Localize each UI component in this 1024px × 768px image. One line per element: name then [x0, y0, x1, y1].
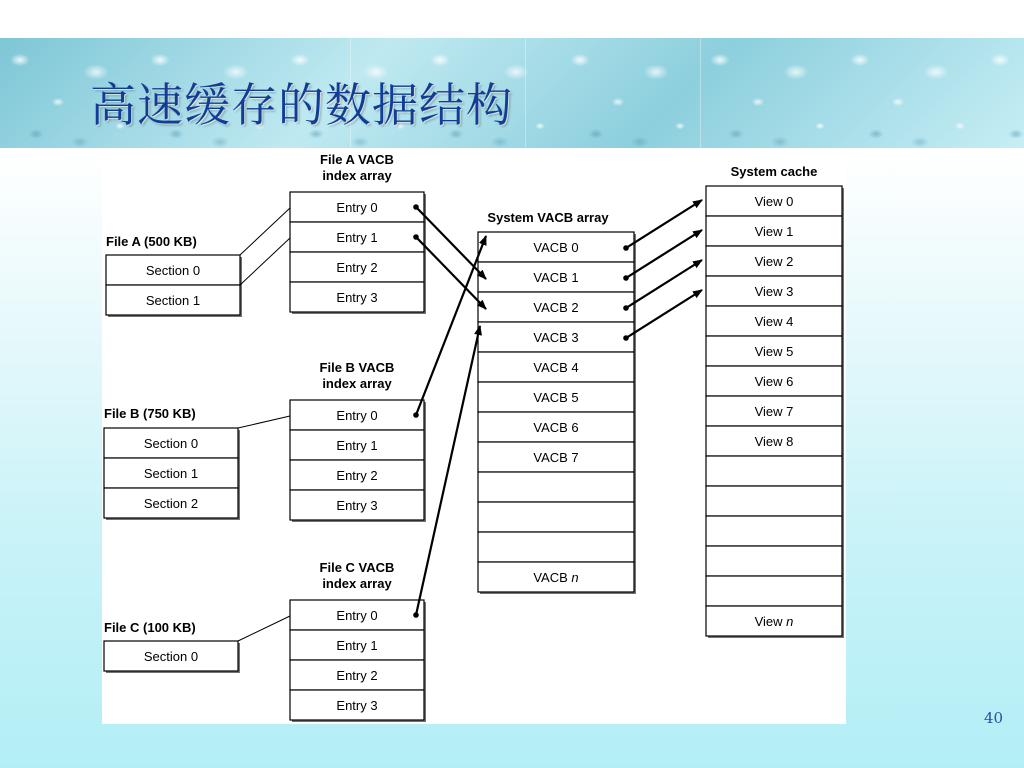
system-cache-cell-label: View 5: [754, 344, 794, 359]
file-section-cell-label: Section 1: [145, 293, 201, 308]
cache-diagram: [102, 148, 846, 724]
system-cache-cell-label: View 2: [754, 254, 794, 269]
file-section-cell-label: Section 0: [143, 649, 199, 664]
system-cache-cell-label: View n: [754, 614, 794, 629]
vacb-cell-label: VACB 5: [533, 390, 579, 405]
vacb-cell: [478, 472, 634, 502]
index-array-title: index array: [322, 576, 392, 591]
system-cache-cell-label: View 4: [754, 314, 794, 329]
file-section-cell-label: Section 2: [143, 496, 199, 511]
vacb-to-view-arrow: [626, 200, 702, 248]
vacb-cell-label: VACB 7: [533, 450, 579, 465]
index-entry-cell-label: Entry 0: [336, 200, 378, 215]
file-c-connector: [238, 616, 290, 641]
index-entry-cell-label: Entry 3: [336, 290, 378, 305]
index-entry-cell-label: Entry 3: [336, 498, 378, 513]
index-entry-cell-label: Entry 3: [336, 698, 378, 713]
vacb-cell-label: VACB 1: [533, 270, 579, 285]
index-array-title: File C VACB: [319, 560, 395, 575]
vacb-cell-label: VACB 2: [533, 300, 579, 315]
system-cache-cell: [706, 546, 842, 576]
system-cache-cell-label: View 0: [754, 194, 794, 209]
file-label: File C (100 KB): [104, 620, 196, 635]
file-label: File A (500 KB): [106, 234, 197, 249]
vacb-cell-label: VACB 0: [533, 240, 579, 255]
vacb-to-view-arrow: [626, 290, 702, 338]
system-cache-cell-label: View 3: [754, 284, 794, 299]
system-cache-cell-label: View 8: [754, 434, 794, 449]
vacb-to-view-arrow: [626, 230, 702, 278]
slide-title: 高速缓存的数据结构: [90, 78, 513, 132]
file-section-cell-label: Section 1: [143, 466, 199, 481]
index-array-title: File A VACB: [320, 152, 394, 167]
vacb-cell-label: VACB 4: [533, 360, 579, 375]
file-b-connector: [238, 416, 290, 428]
entry-to-vacb-arrow: [416, 236, 486, 415]
index-entry-cell-label: Entry 2: [336, 668, 378, 683]
file-a-connector: [240, 238, 290, 285]
banner-seam: [700, 38, 701, 148]
system-cache-cell: [706, 576, 842, 606]
index-entry-cell-label: Entry 2: [336, 260, 378, 275]
system-cache-title: System cache: [730, 164, 818, 179]
vacb-cell-label: VACB 3: [533, 330, 579, 345]
system-cache-cell-label: View 6: [754, 374, 794, 389]
index-entry-cell-label: Entry 1: [336, 230, 378, 245]
vacb-to-view-arrow: [626, 260, 702, 308]
index-entry-cell-label: Entry 0: [336, 408, 378, 423]
entry-to-vacb-arrow: [416, 207, 486, 279]
file-section-cell-label: Section 0: [145, 263, 201, 278]
banner-seam: [525, 38, 526, 148]
index-array-title: index array: [322, 168, 392, 183]
index-entry-cell-label: Entry 1: [336, 638, 378, 653]
vacb-array-title: System VACB array: [487, 210, 609, 225]
file-a-connector: [240, 208, 290, 255]
slide-number: 40: [984, 709, 1004, 727]
cache-data-structure-figure: [102, 148, 846, 724]
index-array-title: index array: [322, 376, 392, 391]
file-label: File B (750 KB): [104, 406, 196, 421]
vacb-cell: [478, 502, 634, 532]
vacb-cell: [478, 532, 634, 562]
entry-to-vacb-arrow: [416, 237, 486, 309]
index-entry-cell-label: Entry 2: [336, 468, 378, 483]
index-entry-cell-label: Entry 1: [336, 438, 378, 453]
system-cache-cell-label: View 7: [754, 404, 794, 419]
system-cache-cell: [706, 486, 842, 516]
file-section-cell-label: Section 0: [143, 436, 199, 451]
system-cache-cell: [706, 516, 842, 546]
system-cache-cell: [706, 456, 842, 486]
index-entry-cell-label: Entry 0: [336, 608, 378, 623]
vacb-cell-label: VACB 6: [533, 420, 579, 435]
index-array-title: File B VACB: [319, 360, 395, 375]
vacb-cell-label: VACB n: [533, 570, 579, 585]
system-cache-cell-label: View 1: [754, 224, 794, 239]
